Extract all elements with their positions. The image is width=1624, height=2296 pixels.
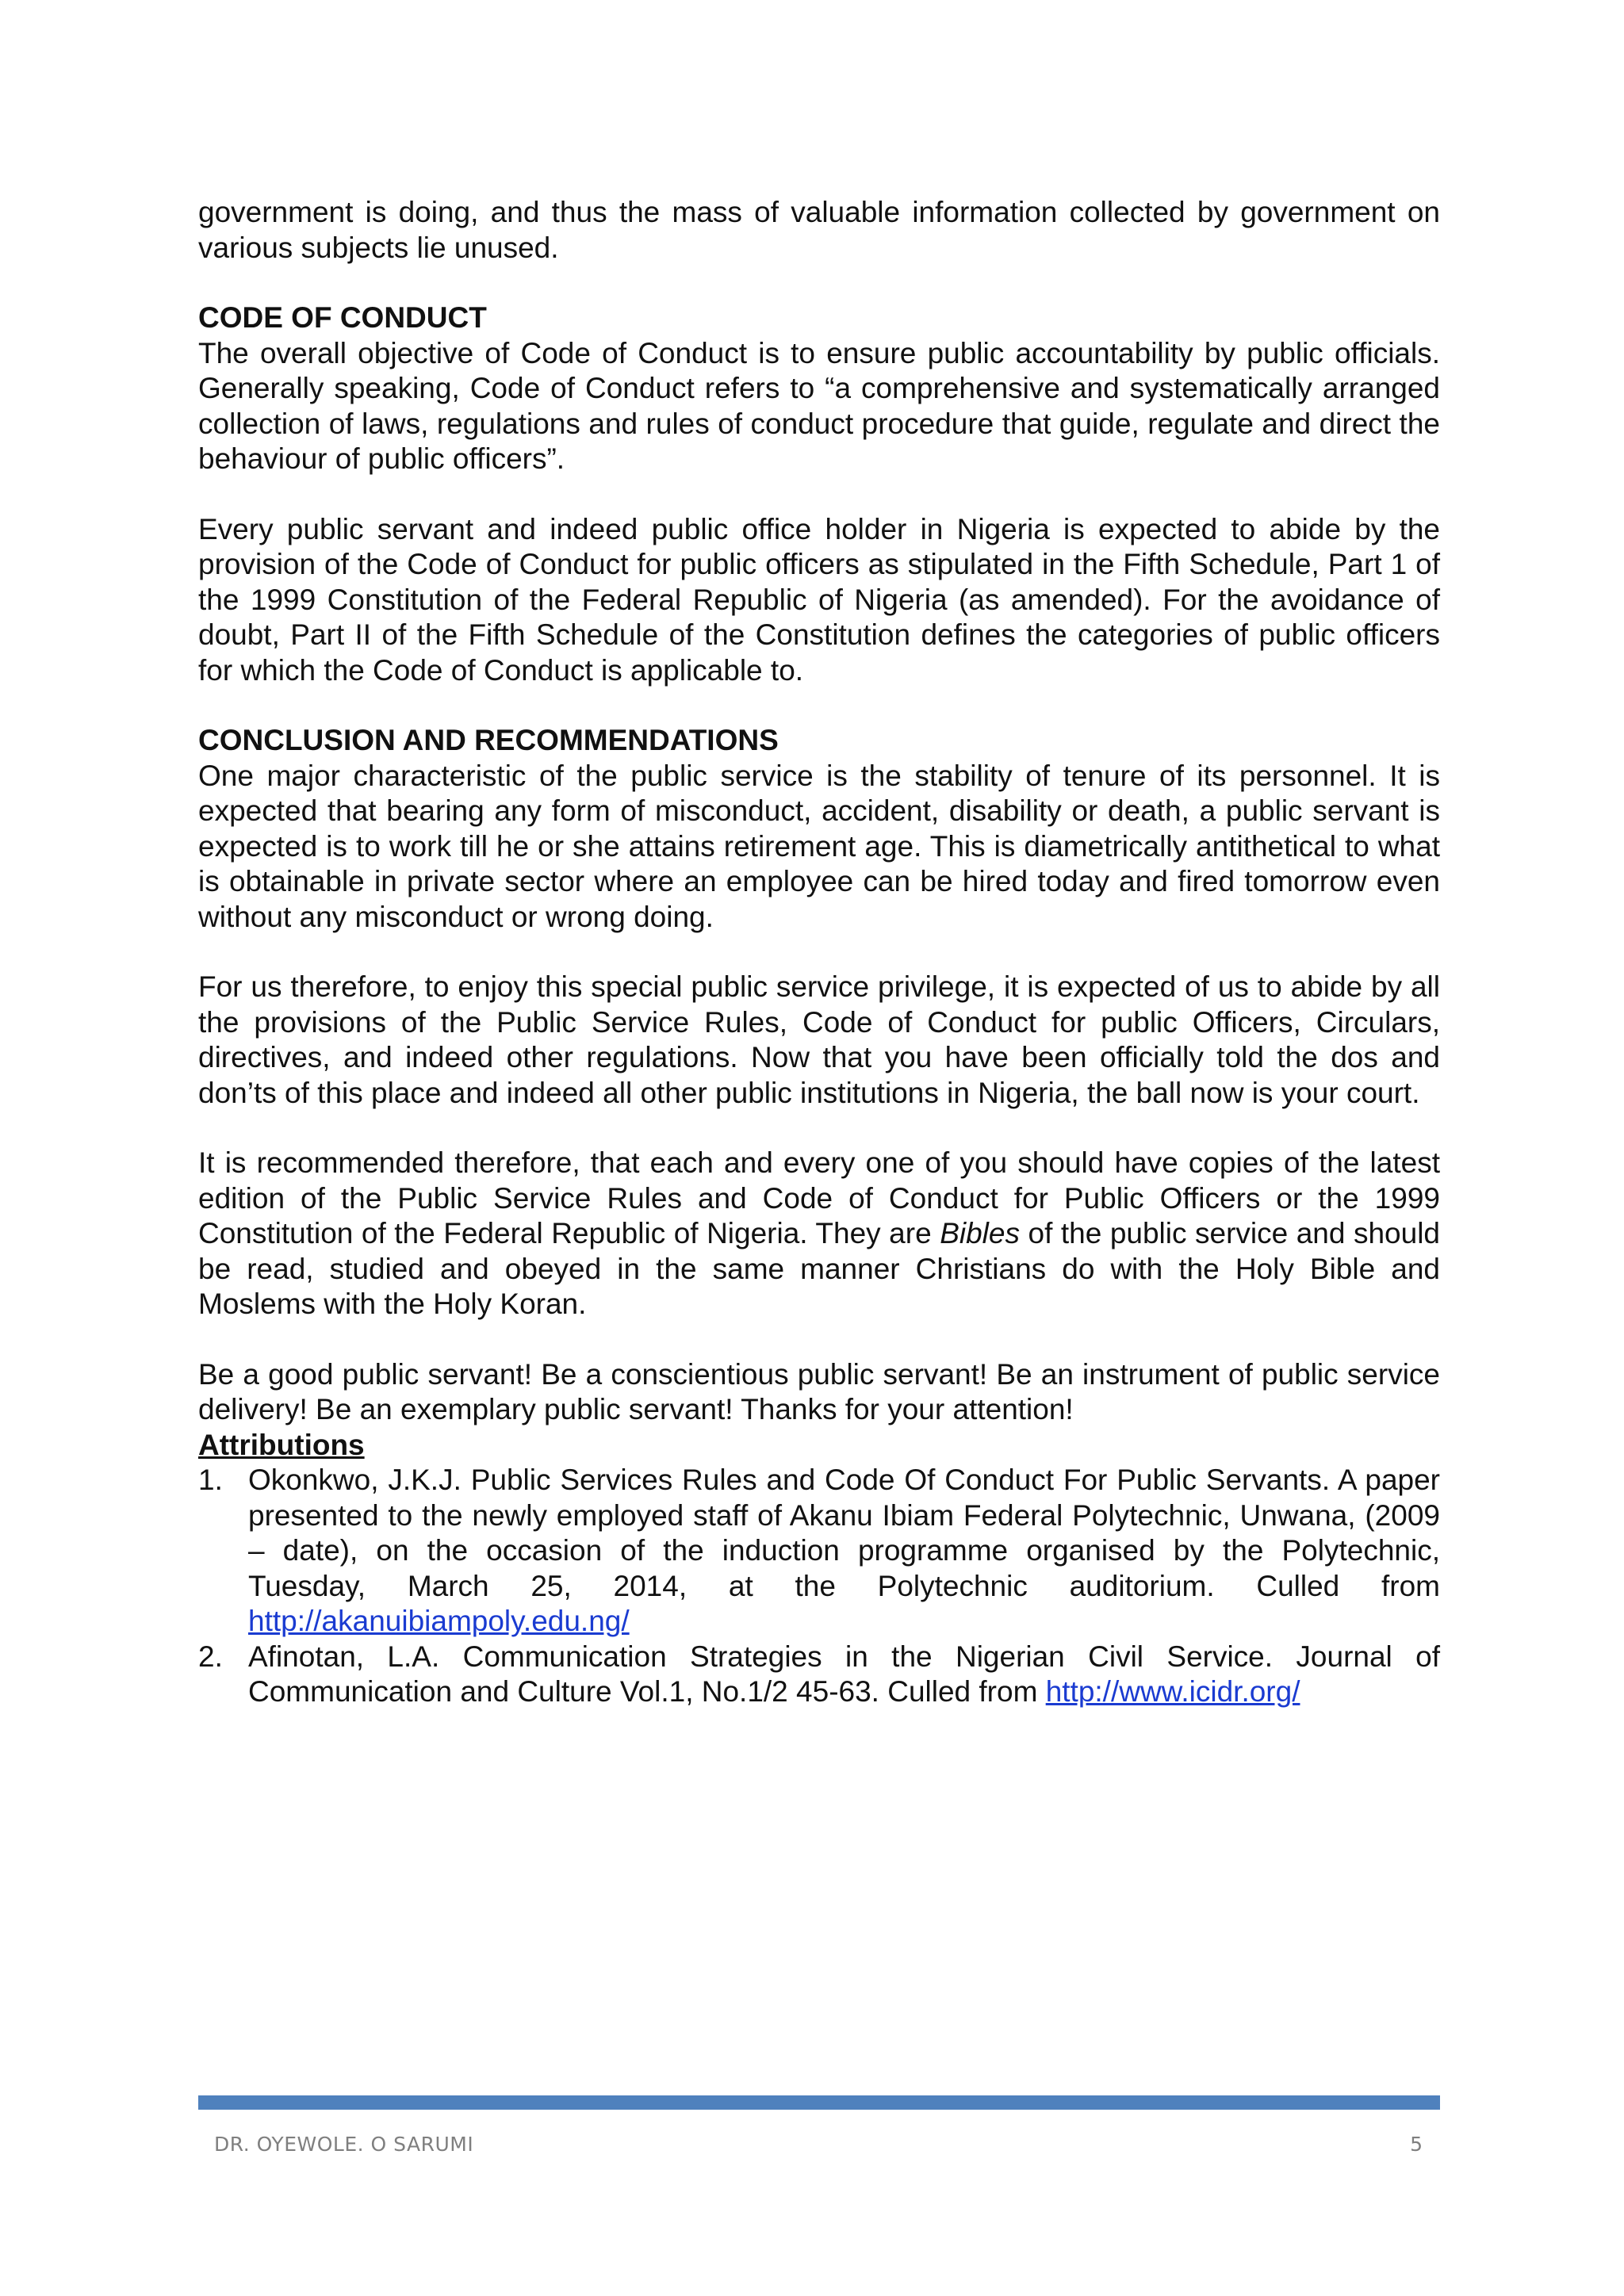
conclusion-paragraph-3-start: It is recommended therefore, that each and every one of you should have copies of the latest edition of the Public Service Rules and Code of Conduct for Public Officers or the 1999 Constitution of the Federal Republic of Nigeria. They are bbox=[198, 1146, 1440, 1249]
footer-rule bbox=[198, 2095, 1440, 2110]
attributions-heading: Attributions bbox=[198, 1428, 365, 1461]
code-of-conduct-paragraph-2: Every public servant and indeed public office holder in Nigeria is expected to abide by the provision of the Code of Conduct for public officers as stipulated in the Fifth Schedule, Part 1 of the 1999 Constitution of the Federal Republic of Nigeria (as amended). For the avoidance of doubt, Part II of the Fifth Schedule of the Constitution defines the categories of public officers for which the Code of Conduct is applicable to. bbox=[198, 512, 1440, 687]
footer-author: DR. OYEWOLE. O SARUMI bbox=[214, 2133, 474, 2156]
attribution-item bbox=[198, 1640, 1440, 1710]
document-body bbox=[198, 195, 1440, 1710]
attribution-text: Okonkwo, J.K.J. Public Services Rules and Code Of Conduct For Public Servants. A paper presented to the newly employed staff of Akanu Ibiam Federal Polytechnic, Unwana, (2009 – date), on the occasion of the induction programme organised by the Polytechnic, Tuesday, March 25, 2014, at the Polytechnic auditorium. Culled from bbox=[248, 1464, 1440, 1602]
conclusion-paragraph-2: For us therefore, to enjoy this special public service privilege, it is expected of us to abide by all the provisions of the Public Service Rules, Code of Conduct for public Officers, Circulars, directives, and indeed other regulations. Now that you have been officially told the dos and don’ts of this place and indeed all other public institutions in Nigeria, the ball now is your court. bbox=[198, 970, 1440, 1109]
attribution-number: 2. bbox=[198, 1640, 223, 1673]
attribution-item bbox=[198, 1463, 1440, 1640]
bibles-italic-text: Bibles bbox=[940, 1217, 1020, 1249]
attribution-link-akanuibiampoly[interactable]: http://akanuibiampoly.edu.ng/ bbox=[248, 1605, 630, 1637]
intro-paragraph: government is doing, and thus the mass of valuable information collected by government on various subjects lie unused. bbox=[198, 196, 1440, 264]
attribution-text: Afinotan, L.A. Communication Strategies in the Nigerian Civil Service. Journal of Communication and Culture Vol.1, No.1/2 45-63. Culled from bbox=[248, 1640, 1440, 1708]
conclusion-paragraph-3-end: of the public service and should be read, studied and obeyed in the same manner Christians do with the Holy Bible and Moslems with the Holy Koran. bbox=[198, 1217, 1440, 1320]
attributions-list bbox=[198, 1463, 1440, 1710]
attribution-link-icidr[interactable]: http://www.icidr.org/ bbox=[1045, 1675, 1300, 1708]
code-of-conduct-heading: CODE OF CONDUCT bbox=[198, 301, 487, 334]
page-number: 5 bbox=[1410, 2133, 1423, 2156]
conclusion-paragraph-1: One major characteristic of the public service is the stability of tenure of its personnel. It is expected that bearing any form of misconduct, accident, disability or death, a public servant is expected is to work till he or she attains retirement age. This is diametrically antithetical to what is obtainable in private sector where an employee can be hired today and fired tomorrow even without any misconduct or wrong doing. bbox=[198, 759, 1440, 933]
code-of-conduct-paragraph-1: The overall objective of Code of Conduct is to ensure public accountability by public officials. Generally speaking, Code of Conduct refers to “a comprehensive and systematically arranged collection of laws, regulations and rules of conduct procedure that guide, regulate and direct the behaviour of public officers”. bbox=[198, 336, 1440, 475]
conclusion-paragraph-4: Be a good public servant! Be a conscientious public servant! Be an instrument of public service delivery! Be an exemplary public servant! Thanks for your attention! bbox=[198, 1357, 1440, 1425]
page-footer bbox=[198, 2133, 1440, 2156]
attribution-number: 1. bbox=[198, 1464, 223, 1496]
conclusion-paragraph-3 bbox=[198, 1146, 1440, 1322]
conclusion-heading: CONCLUSION AND RECOMMENDATIONS bbox=[198, 724, 779, 756]
